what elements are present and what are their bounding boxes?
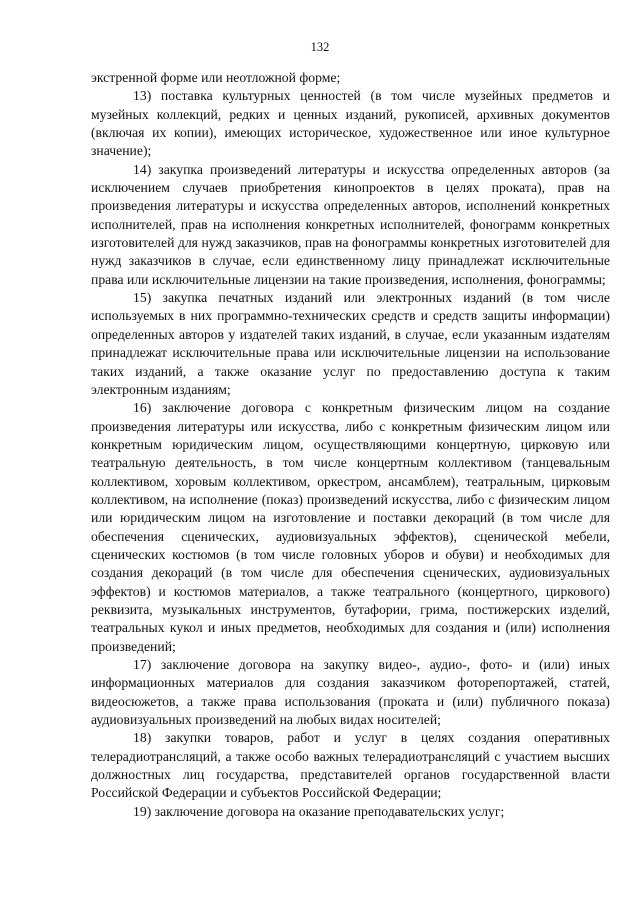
paragraph-item-17: 17) заключение договора на закупку видео-, аудио-, фото- и (или) иных информационных материалов для создания заказчиком фоторепортажей, статей, видеосюжетов, а также права использования (проката и (или) публичного показа) аудиовизуальных произведений на любых видах носителей; — [91, 657, 610, 728]
paragraph-item-16: 16) заключение договора с конкретным физическим лицом на создание произведения литературы или искусства, либо с конкретным физическим лицом или конкретным юридическим лицом, осуществляющими концертную, цирковую или театральную деятельность, в том числе концертным коллективом (танцевальным коллективом, хоровым коллективом, оркестром, ансамблем), театральным, цирковым коллективом, на исполнение (показ) произведений искусства, либо с физическим лицом или юридическим лицом на изготовление и поставки декораций (в том числе для обеспечения сценических, аудиовизуальных эффектов), сценической мебели, сценических костюмов (в том числе головных уборов и обуви) и необходимых для создания декораций (в том числе для обеспечения сценических, аудиовизуальных эффектов) и костюмов материалов, а также театрального (концертного, циркового) реквизита, музыкальных инструментов, бутафории, грима, постижерских изделий, театральных кукол и иных предметов, необходимых для создания и (или) исполнения произведений; — [91, 400, 610, 654]
document-body — [91, 69, 610, 821]
paragraph-item-19: 19) заключение договора на оказание преподавательских услуг; — [133, 803, 505, 819]
paragraph-item-13: 13) поставка культурных ценностей (в том числе музейных предметов и музейных коллекций, редких и ценных изданий, рукописей, архивных документов (включая их копии), имеющих историческое, художественное или иное культурное значение); — [91, 88, 610, 159]
paragraph-continuation: экстренной форме или неотложной форме; — [91, 70, 341, 85]
paragraph-item-18: 18) закупки товаров, работ и услуг в целях создания оперативных телерадиотрансляций, а также особо важных телерадиотрансляций с участием высших должностных лиц государства, представителей органов государственной власти Российской Федерации и субъектов Российской Федерации; — [91, 730, 610, 801]
paragraph-item-15: 15) закупка печатных изданий или электронных изданий (в том числе используемых в них программно-технических средств и средств защиты информации) определенных авторов у издателей таких изданий, в случае, если указанным издателям принадлежат исключительные права или исключительные лицензии на использование таких изданий, а также оказание услуг по предоставлению доступа к таким электронным изданиям; — [91, 290, 610, 397]
page-number: 132 — [310, 40, 330, 54]
paragraph-item-14: 14) закупка произведений литературы и искусства определенных авторов (за исключением случаев приобретения кинопроектов в целях проката), прав на произведения литературы и искусства определенных авторов, исполнений конкретных исполнителей, прав на исполнения конкретных исполнителей, фонограмм конкретных изготовителей для нужд заказчиков, прав на фонограммы конкретных изготовителей для нужд заказчиков в случае, если единственному лицу принадлежат исключительные права или исключительные лицензии на такие произведения, исполнения, фонограммы; — [91, 161, 610, 287]
